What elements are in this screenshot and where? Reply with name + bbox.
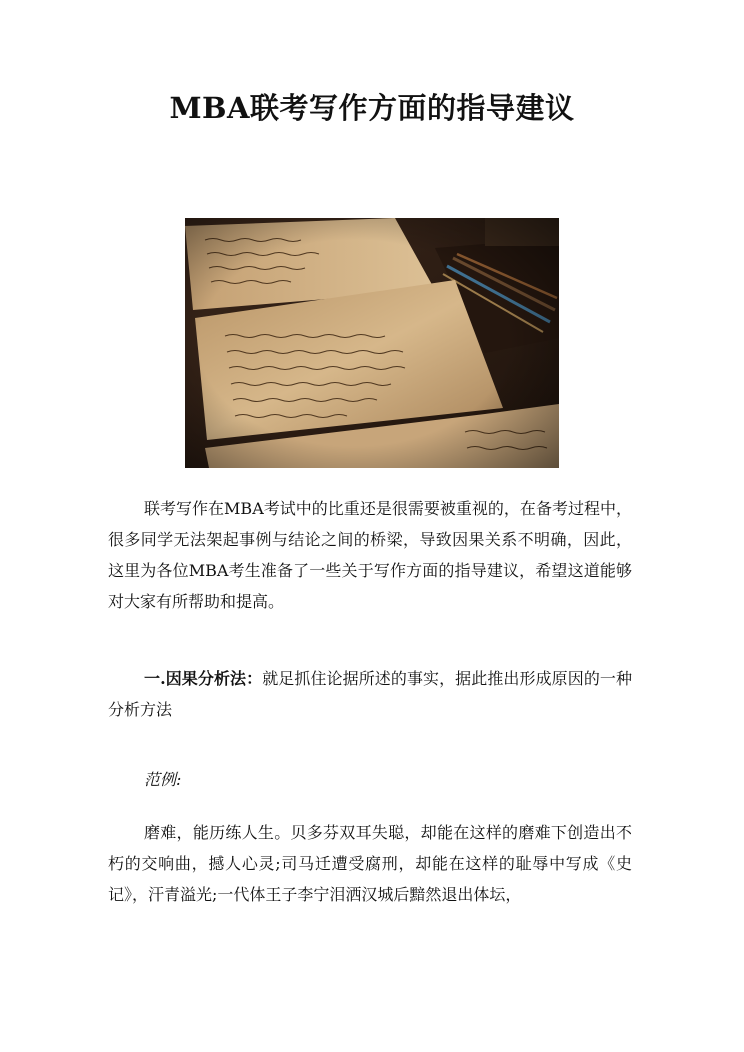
- document-title: MBA联考写作方面的指导建议: [169, 91, 575, 125]
- intro-paragraph: 联考写作在MBA考试中的比重还是很需要被重视的，在备考过程中，很多同学无法架起事例与结论之间的桥梁，导致因果关系不明确，因此，这里为各位MBA考生准备了一些关于写作方面的指导建议，希望这道能够对大家有所帮助和提高。: [108, 499, 632, 611]
- example-label: 范例:: [144, 770, 182, 789]
- example-paragraph: 磨难，能历练人生。贝多芬双耳失聪，却能在这样的磨难下创造出不朽的交响曲，撼人心灵;司马迁遭受腐刑，却能在这样的耻辱中写成《史记》，汗青溢光;一代体王子李宁泪洒汉城后黯然退出体坛，: [108, 823, 632, 904]
- section-1-heading: 一.因果分析法：: [144, 669, 263, 688]
- section-1-text: 就足抓住论据所述的事实，据此推出形成原因的一种分析方法: [108, 669, 632, 719]
- section-1-paragraph: [108, 663, 632, 725]
- handwritten-letters-photo: [185, 218, 559, 468]
- letters-illustration: [185, 218, 559, 468]
